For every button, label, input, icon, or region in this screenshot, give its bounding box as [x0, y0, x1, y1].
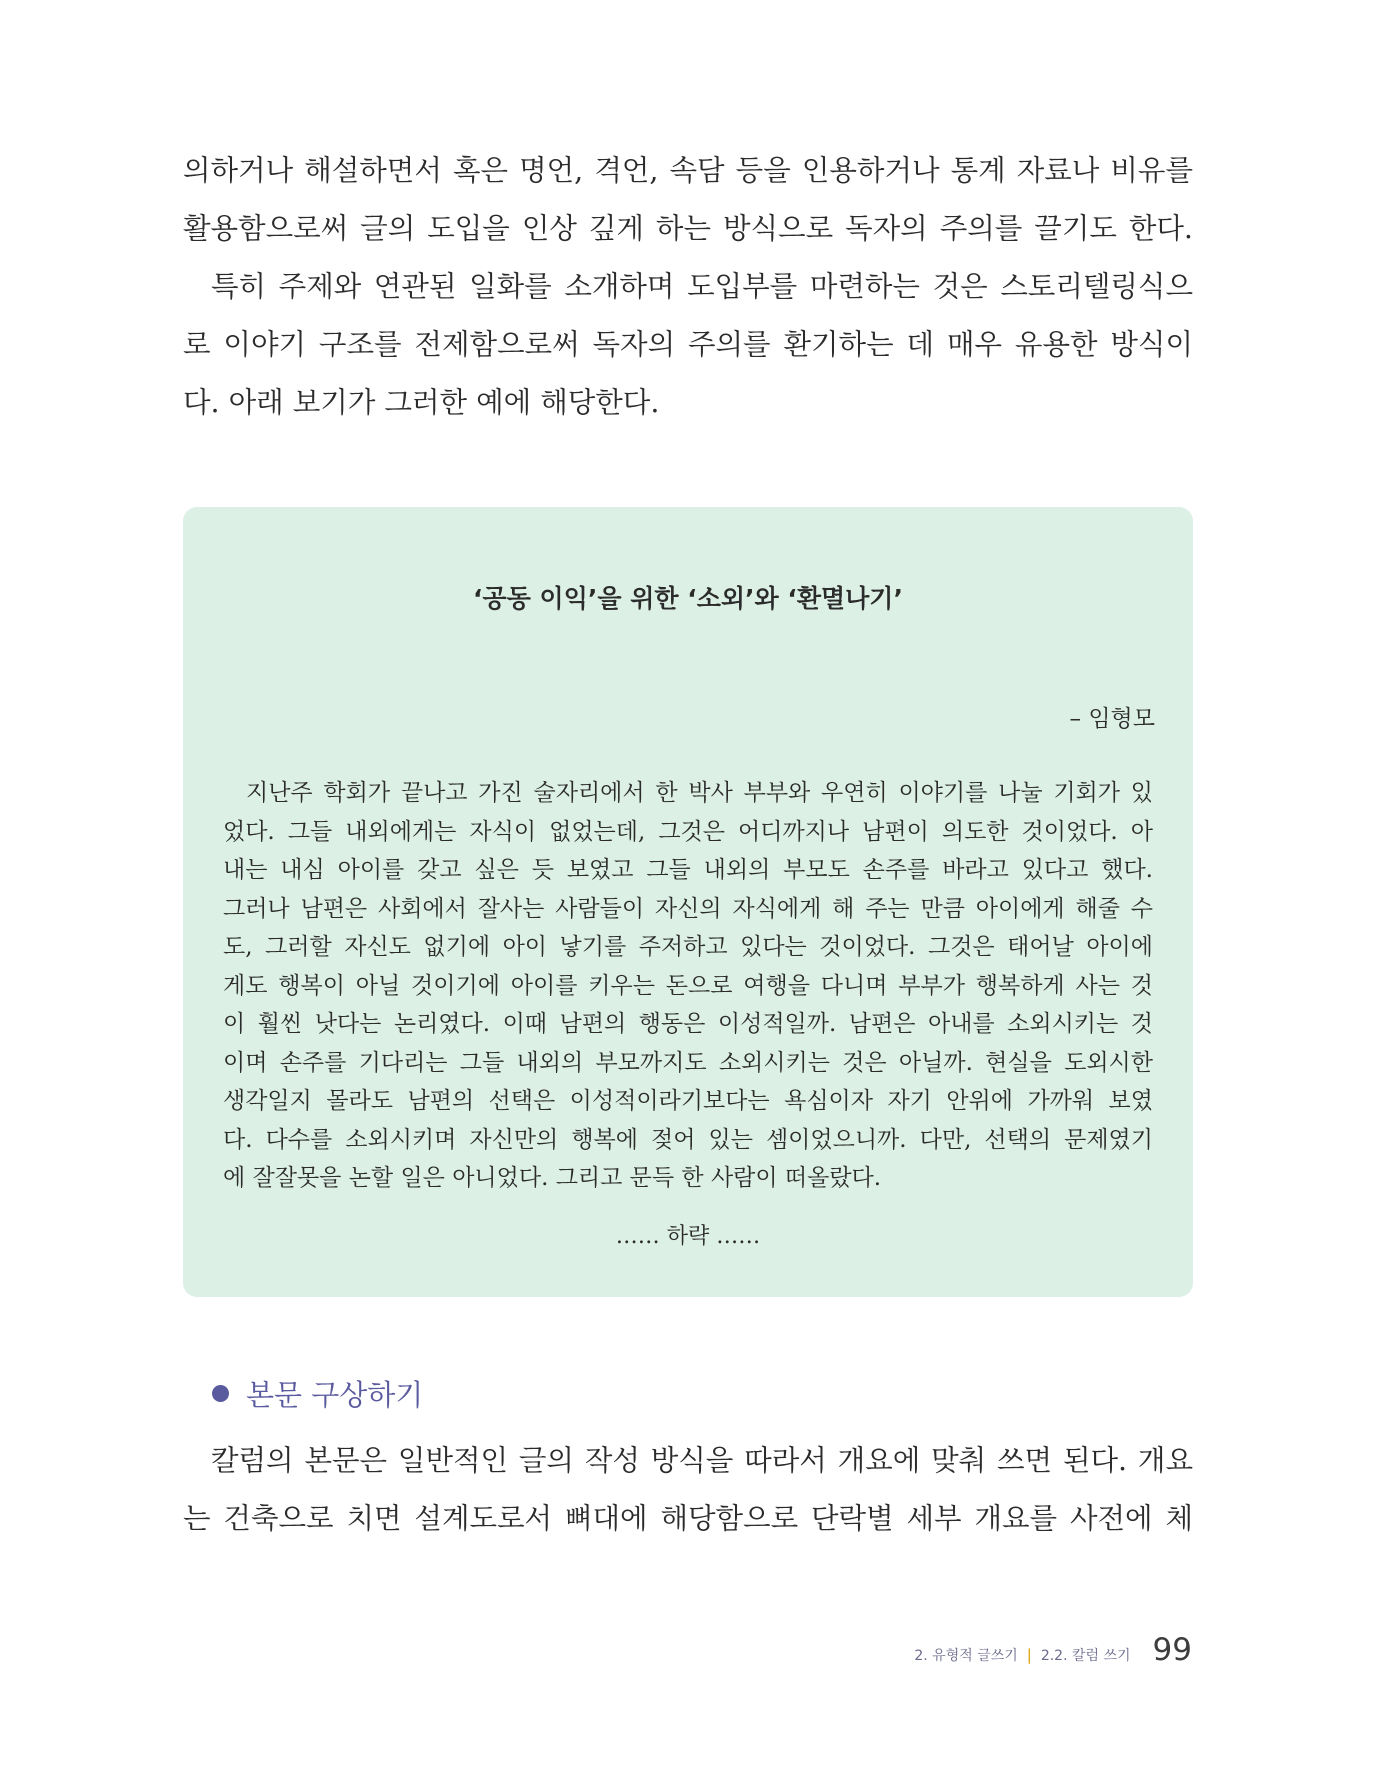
- footer-section: 2.2. 칼럼 쓰기: [1040, 1648, 1131, 1664]
- bullet-dot-icon: [212, 1385, 229, 1402]
- page-number: 99: [1152, 1632, 1192, 1668]
- intro-line-2: 활용함으로써 글의 도입을 인상 깊게 하는 방식으로 독자의 주의를 끌기도 한다.: [183, 212, 1193, 245]
- example-author: – 임형모: [1069, 706, 1155, 732]
- example-line-9: 생각일지 몰라도 남편의 선택은 이성적이라기보다는 욕심이자 자기 안위에 가까워 보였: [223, 1088, 1153, 1114]
- intro-line-1: 의하거나 해설하면서 혹은 명언, 격언, 속담 등을 인용하거나 통계 자료나 비유를: [183, 154, 1193, 187]
- section-line-2: 는 건축으로 치면 설계도로서 뼈대에 해당함으로 단락별 세부 개요를 사전에 체: [183, 1502, 1193, 1535]
- intro-line-3: 특히 주제와 연관된 일화를 소개하며 도입부를 마련하는 것은 스토리텔링식으: [211, 270, 1193, 303]
- intro-line-4: 로 이야기 구조를 전제함으로써 독자의 주의를 환기하는 데 매우 유용한 방식이: [183, 328, 1193, 361]
- section-heading-text: 본문 구상하기: [246, 1378, 424, 1412]
- example-line-5: 도, 그러할 자신도 없기에 아이 낳기를 주저하고 있다는 것이었다. 그것은 태어날 아이에: [223, 934, 1153, 960]
- example-box: [183, 507, 1193, 1297]
- footer-separator: |: [1026, 1646, 1032, 1664]
- footer-chapter: 2. 유형적 글쓰기: [914, 1648, 1018, 1664]
- example-ellipsis: …… 하략 ……: [615, 1224, 761, 1249]
- example-line-2: 었다. 그들 내외에게는 자식이 없었는데, 그것은 어디까지나 남편이 의도한 것이었다. 아: [223, 818, 1153, 845]
- example-line-7: 이 훨씬 낫다는 논리였다. 이때 남편의 행동은 이성적일까. 남편은 아내를 소외시키는 것: [223, 1011, 1153, 1037]
- example-line-8: 이며 손주를 기다리는 그들 내외의 부모까지도 소외시키는 것은 아닐까. 현실을 도외시한: [223, 1049, 1153, 1076]
- example-line-1: 지난주 학회가 끝나고 가진 술자리에서 한 박사 부부와 우연히 이야기를 나눌 기회가 있: [246, 780, 1153, 806]
- example-line-4: 그러나 남편은 사회에서 잘사는 사람들이 자신의 자식에게 해 주는 만큼 아이에게 해줄 수: [223, 895, 1153, 922]
- example-title: ‘공동 이익’을 위한 ‘소외’와 ‘환멸나기’: [473, 584, 903, 613]
- example-line-3: 내는 내심 아이를 갖고 싶은 듯 보였고 그들 내외의 부모도 손주를 바라고 있다고 했다.: [223, 857, 1153, 883]
- example-line-10: 다. 다수를 소외시키며 자신만의 행복에 젖어 있는 셈이었으니까. 다만, 선택의 문제였기: [223, 1126, 1153, 1153]
- intro-line-5: 다. 아래 보기가 그러한 예에 해당한다.: [183, 386, 660, 419]
- section-heading: [212, 1373, 423, 1414]
- page-footer: [914, 1632, 1192, 1668]
- section-line-1: 칼럼의 본문은 일반적인 글의 작성 방식을 따라서 개요에 맞춰 쓰면 된다. 개요: [211, 1444, 1193, 1477]
- example-line-6: 게도 행복이 아닐 것이기에 아이를 키우는 돈으로 여행을 다니며 부부가 행복하게 사는 것: [223, 972, 1153, 999]
- example-line-11: 에 잘잘못을 논할 일은 아니었다. 그리고 문득 한 사람이 떠올랐다.: [223, 1165, 882, 1191]
